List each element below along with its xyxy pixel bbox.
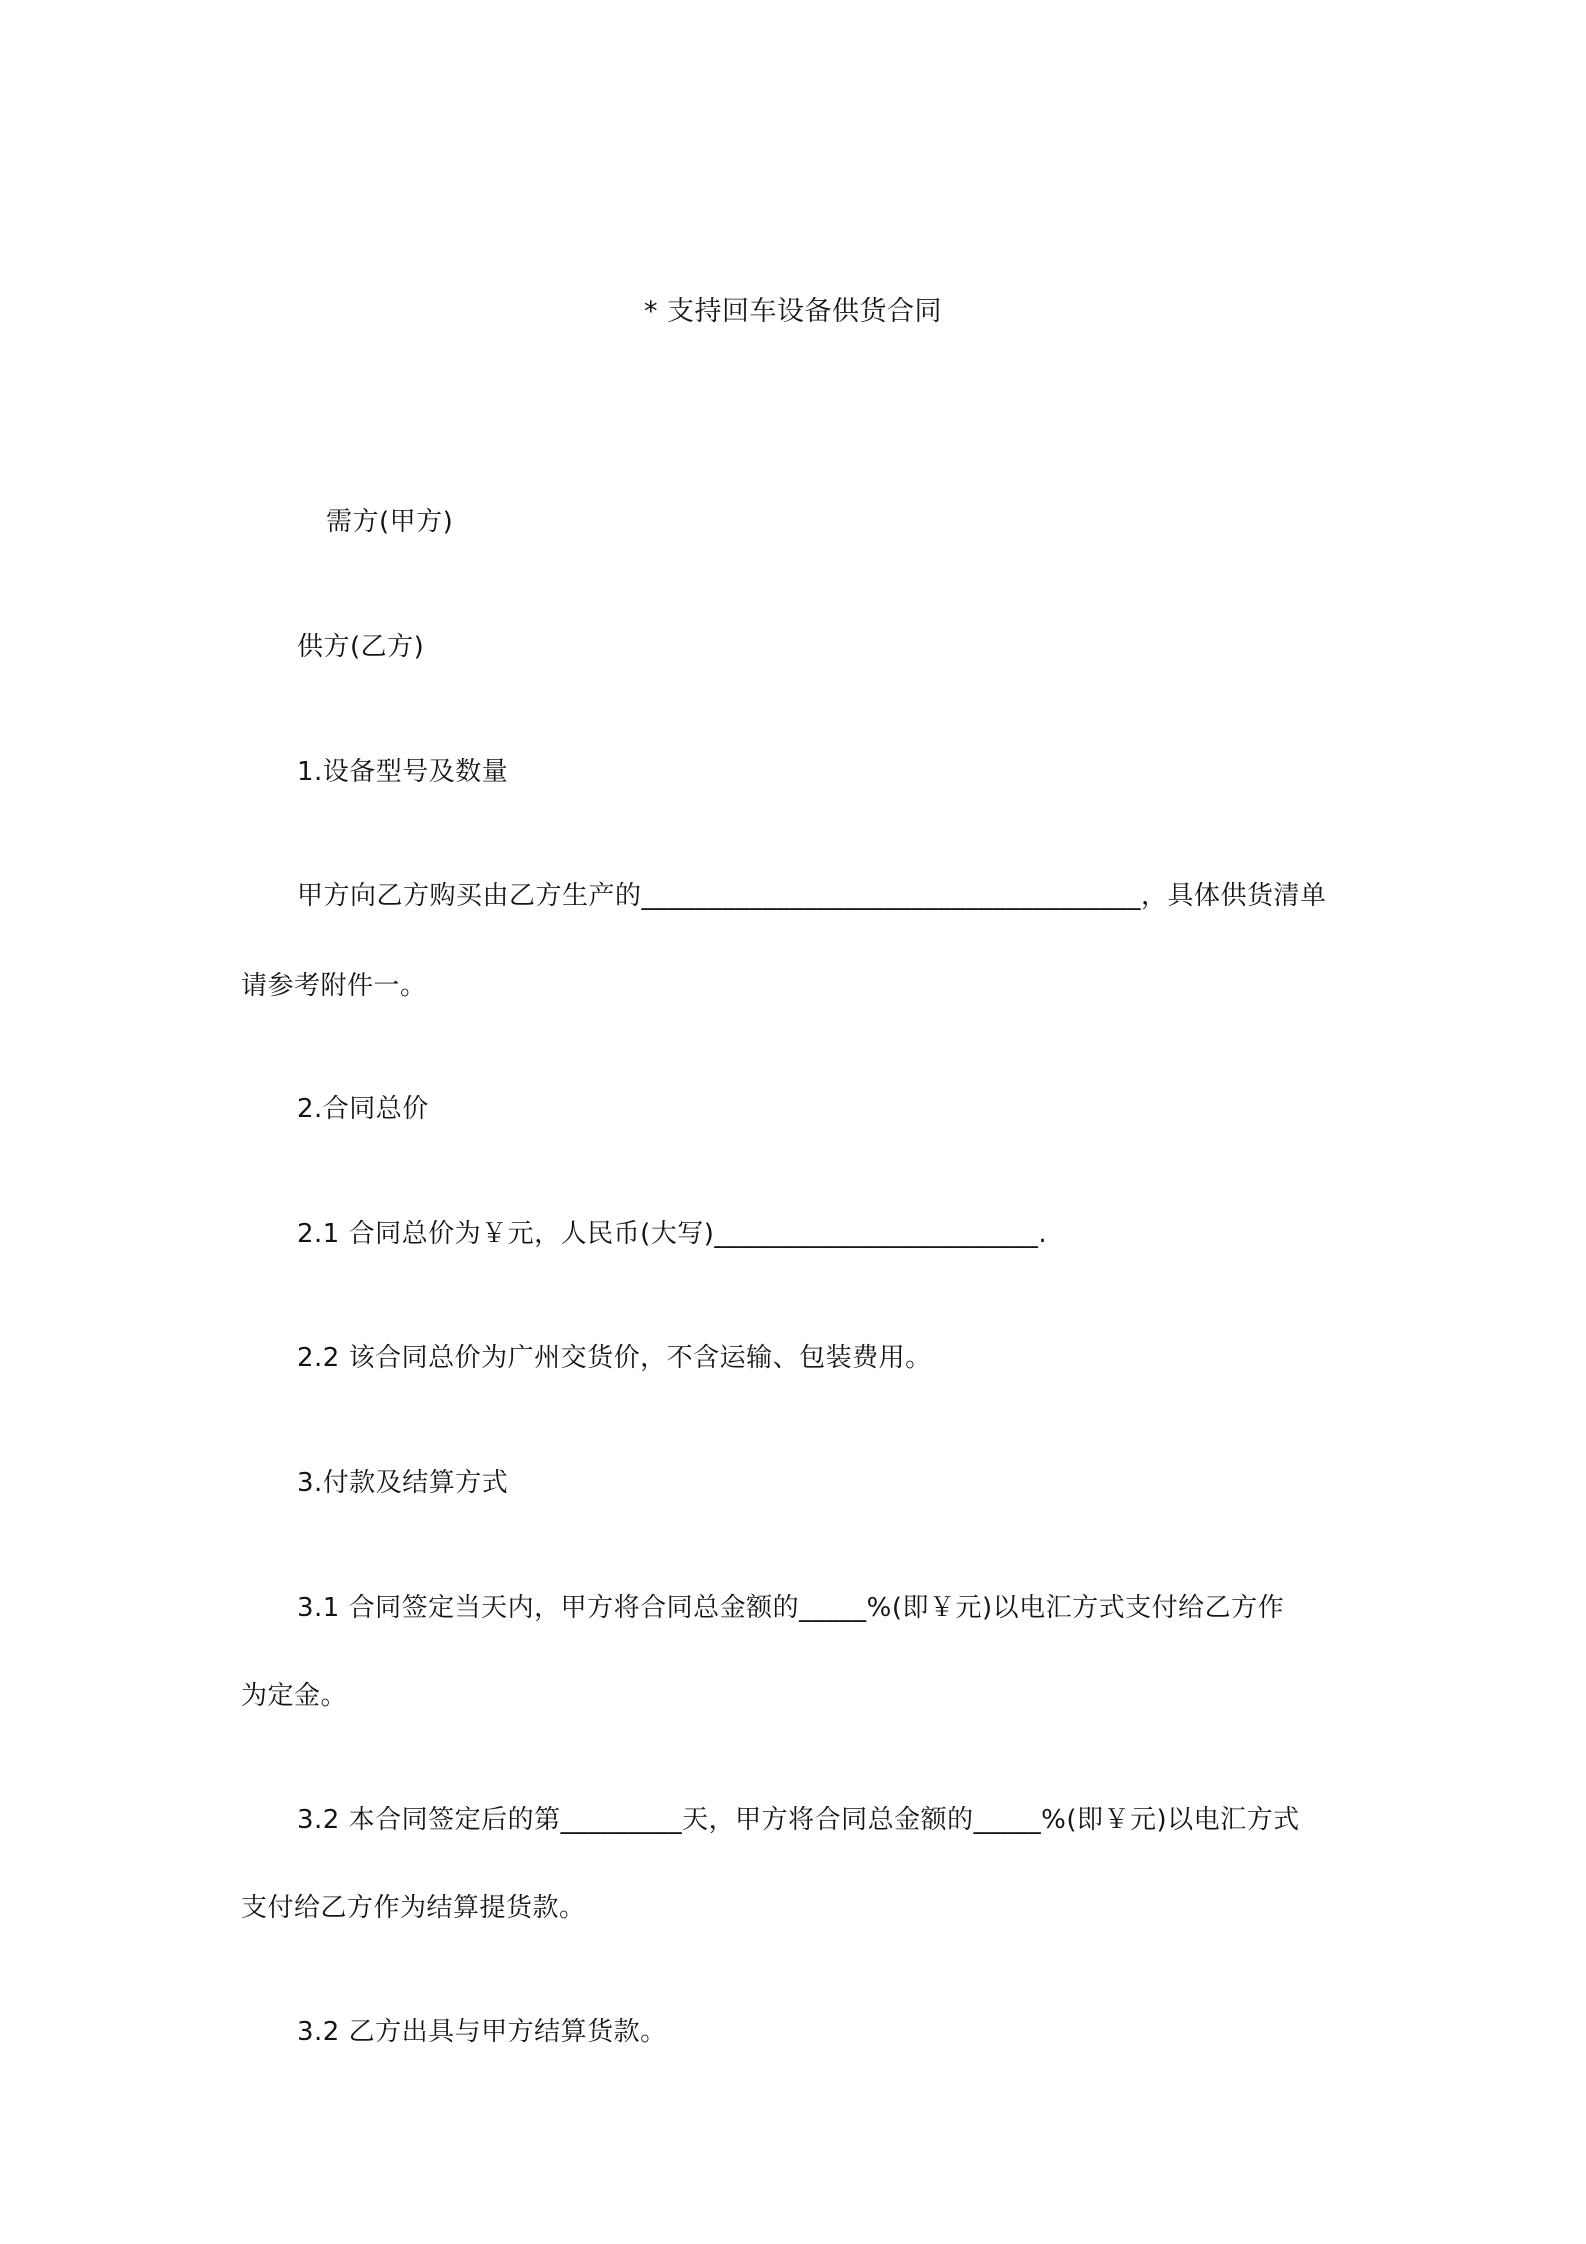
section-2-heading: 2.合同总价 [297,1094,429,1124]
clause-3-2-line-1: 3.2 本合同签定后的第_________天，甲方将合同总金额的_____%(即￥元)以电汇方式 [297,1805,1300,1835]
party-a-label: 需方(甲方) [326,507,454,537]
clause-3-1-line-2: 为定金。 [241,1681,348,1711]
section-1-paragraph-line-2: 请参考附件一。 [241,971,427,1001]
document-title: * 支持回车设备供货合同 [643,296,943,327]
clause-2-1: 2.1 合同总价为￥元，人民币(大写)________________________. [297,1219,1048,1249]
party-b-label: 供方(乙方) [297,632,425,662]
clause-2-2: 2.2 该合同总价为广州交货价，不含运输、包装费用。 [297,1343,932,1373]
section-1-paragraph-line-1: 甲方向乙方购买由乙方生产的_____________________________________，具体供货清单 [297,881,1327,911]
section-3-heading: 3.付款及结算方式 [297,1468,509,1498]
clause-3-3: 3.2 乙方出具与甲方结算货款。 [297,2017,667,2047]
clause-3-1-line-1: 3.1 合同签定当天内，甲方将合同总金额的_____%(即￥元)以电汇方式支付给乙方作 [297,1593,1285,1623]
clause-3-2-line-2: 支付给乙方作为结算提货款。 [241,1893,586,1923]
section-1-heading: 1.设备型号及数量 [297,757,509,787]
